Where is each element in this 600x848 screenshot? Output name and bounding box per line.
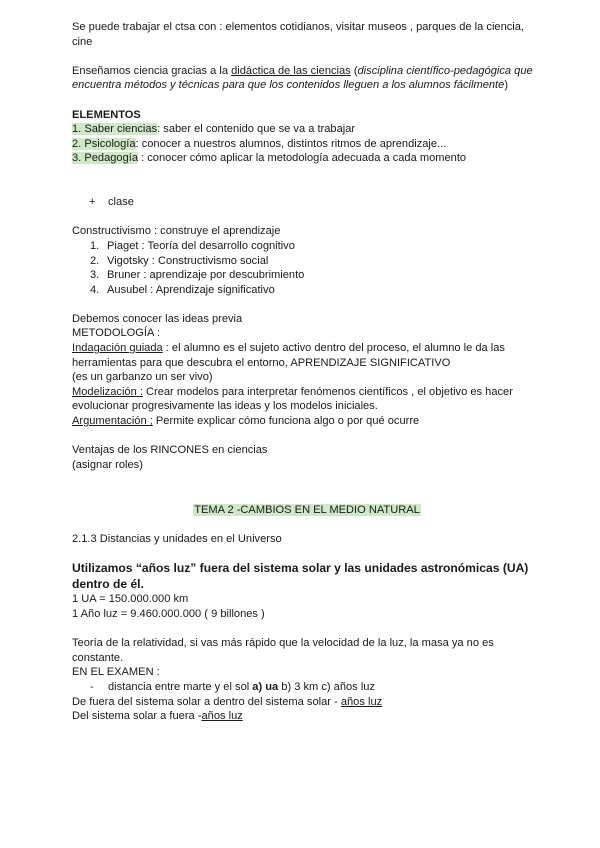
- argumentacion-label: Argumentación ;: [72, 415, 153, 428]
- list-number: 1.: [90, 239, 100, 252]
- didactica-link-text: didáctica de las ciencias: [231, 64, 351, 77]
- tema-title: [72, 503, 542, 518]
- argumentacion-text: Permite explicar cómo funciona algo o por qué ocurre: [152, 415, 420, 428]
- argumentacion-paragraph: [72, 414, 542, 429]
- elementos-item-text: : conocer a nuestros alumnos, distintos ritmos de aprendizaje...: [135, 137, 447, 150]
- list-item: [72, 283, 542, 298]
- elementos-item-text: : saber el contenido que se va a trabajar: [157, 123, 356, 136]
- del-answer: años luz: [201, 710, 243, 723]
- list-number: 4.: [90, 283, 100, 296]
- elementos-item: [72, 122, 542, 137]
- tema-title-text: TEMA 2 -CAMBIOS EN EL MEDIO NATURAL: [194, 504, 420, 516]
- del-line: [72, 709, 542, 724]
- del-text: Del sistema solar a fuera -: [72, 710, 202, 723]
- indagacion-note: (es un garbanzo un ser vivo): [72, 371, 213, 384]
- elementos-item-label: 2. Psicología: [72, 137, 136, 150]
- elementos-item-label: 3. Pedagogía: [72, 152, 139, 165]
- elementos-item-label: 1. Saber ciencias: [72, 123, 158, 136]
- indagacion-label: Indagación guiada: [72, 342, 163, 355]
- ensenamos-paragraph: [72, 64, 542, 93]
- metodologia-heading: METODOLOGÍA :: [72, 327, 160, 340]
- ano-luz-definition: 1 Año luz = 9.460.000.000 ( 9 billones ): [72, 607, 265, 620]
- answer-a: a) ua: [252, 680, 279, 693]
- examen-question: [72, 680, 542, 695]
- document-page: [72, 20, 542, 724]
- intro-line: Se puede trabajar el ctsa con : elementos cotidianos, visitar museos , parques de la ciencia, cine: [72, 21, 525, 48]
- paren-open: (: [350, 64, 358, 77]
- elementos-heading: ELEMENTOS: [72, 108, 141, 121]
- examen-heading: EN EL EXAMEN :: [72, 666, 160, 679]
- fuera-text: De fuera del sistema solar a dentro del sistema solar -: [72, 695, 341, 708]
- didactica-definition: disciplina científico-pedagógica que encuentra métodos y técnicas para que los contenidos lleguen a los alumnos fácilmente: [72, 64, 533, 92]
- elementos-item-text: : conocer cómo aplicar la metodología adecuada a cada momento: [138, 152, 467, 165]
- list-text: Vigotsky : Constructivismo social: [107, 254, 269, 267]
- bullet-text: clase: [108, 196, 134, 209]
- list-text: Ausubel : Aprendizaje significativo: [107, 283, 275, 296]
- elementos-item: [72, 151, 542, 166]
- question-text: distancia entre marte y el sol: [108, 680, 253, 693]
- list-text: Piaget : Teoría del desarrollo cognitivo: [107, 239, 295, 252]
- modelizacion-label: Modelización :: [72, 385, 143, 398]
- indagacion-text: : el alumno es el sujeto activo dentro del proceso, el alumno le da las herramientas para que descubra el entorno, APRENDIZAJE SIGNIFICATIVO: [72, 342, 505, 369]
- modelizacion-paragraph: [72, 385, 542, 414]
- indagacion-paragraph: [72, 341, 542, 370]
- ua-definition: 1 UA = 150.000.000 km: [72, 593, 189, 606]
- constructivismo-list: [72, 239, 542, 297]
- ideas-previas-line: Debemos conocer las ideas previa: [72, 312, 243, 325]
- ensenamos-prefix: Enseñamos ciencia gracias a la: [72, 64, 232, 77]
- modelizacion-text: Crear modelos para interpretar fenómenos científicos , el objetivo es hacer evolucionar progresivamente las ideas y los modelos iniciales.: [72, 385, 513, 413]
- fuera-line: [72, 695, 542, 710]
- fuera-answer: años luz: [340, 695, 383, 708]
- rincones-line: Ventajas de los RINCONES en ciencias: [72, 444, 268, 457]
- list-item: [72, 268, 542, 283]
- list-text: Bruner : aprendizaje por descubrimiento: [107, 269, 305, 282]
- constructivismo-heading: Constructivismo : construye el aprendizaje: [72, 225, 281, 238]
- question-options: b) 3 km c) años luz: [278, 680, 375, 693]
- bullet-item: [72, 195, 542, 210]
- elementos-list: [72, 122, 542, 166]
- dash-marker: -: [90, 680, 94, 693]
- unidades-bold-line: Utilizamos “años luz” fuera del sistema solar y las unidades astronómicas (UA) dentro de él.: [72, 561, 529, 591]
- rincones-note: (asignar roles): [72, 458, 143, 471]
- list-item: [72, 239, 542, 254]
- relatividad-paragraph: Teoría de la relatividad, si vas más rápido que la velocidad de la luz, la masa ya no es constante.: [72, 637, 494, 664]
- list-number: 2.: [90, 254, 100, 267]
- elementos-item: [72, 137, 542, 152]
- paren-close: ): [504, 79, 509, 92]
- list-number: 3.: [90, 269, 100, 282]
- tema-subtitle: 2.1.3 Distancias y unidades en el Universo: [72, 533, 282, 546]
- list-item: [72, 254, 542, 269]
- bullet-marker: +: [89, 196, 96, 209]
